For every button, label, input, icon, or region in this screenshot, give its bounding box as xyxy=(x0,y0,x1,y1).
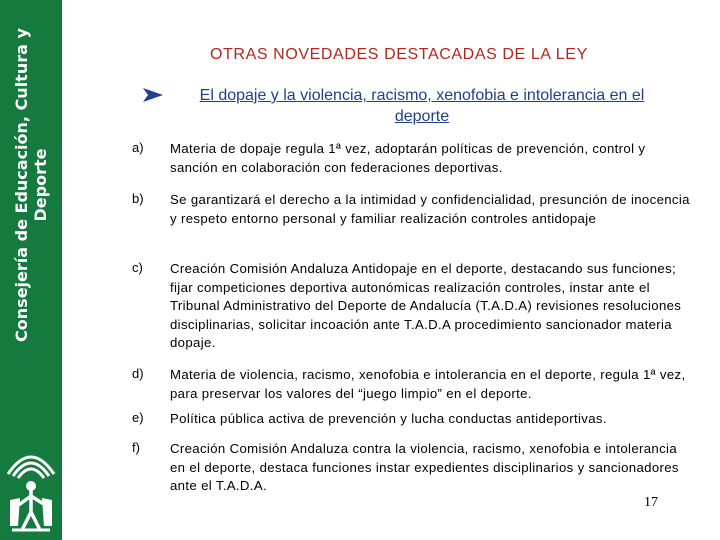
item-letter: d) xyxy=(132,366,144,381)
item-letter: b) xyxy=(132,191,144,206)
item-text: Creación Comisión Andaluza contra la violencia, racismo, xenofobia e intolerancia en el deporte, destaca funciones instar expedientes disciplinarios y sancionadores ante el T.A.D.A. xyxy=(170,441,679,494)
item-letter: f) xyxy=(132,440,140,455)
list-item xyxy=(132,440,692,496)
item-text: Creación Comisión Andaluza Antidopaje en el deporte, destacando sus funciones; fijar competiciones deportiva autonómicas realización controles, instar ante el Tribunal Administrativo del Deporte de Andalucía (T.A.D.A) revisiones resoluciones disciplinarias, solicitar incoación ante T.A.D.A procedimiento sancionador materia dopaje. xyxy=(170,261,682,351)
item-text: Materia de dopaje regula 1ª vez, adoptarán políticas de prevención, control y sanción en colaboración con federaciones deportivas. xyxy=(170,141,646,175)
department-name-line-1: Consejería de Educación, Cultura y xyxy=(12,28,31,342)
item-text: Política pública activa de prevención y lucha conductas antideportivas. xyxy=(170,411,607,426)
arrow-bullet-icon xyxy=(143,88,163,102)
list-item xyxy=(132,260,692,366)
item-list xyxy=(132,140,692,496)
list-item xyxy=(132,410,692,440)
section-heading: El dopaje y la violencia, racismo, xenofobia e intolerancia en el deporte xyxy=(199,87,645,125)
item-letter: a) xyxy=(132,140,144,155)
item-letter: c) xyxy=(132,260,143,275)
department-name-line-2: Deporte xyxy=(31,148,50,222)
junta-andalucia-logo-icon xyxy=(4,442,58,538)
page-number: 17 xyxy=(644,495,658,510)
list-item xyxy=(132,366,692,410)
list-item xyxy=(132,140,692,191)
department-name xyxy=(12,5,50,365)
list-item xyxy=(132,191,692,260)
sidebar-banner xyxy=(0,0,62,540)
slide-title: OTRAS NOVEDADES DESTACADAS DE LA LEY xyxy=(210,46,588,63)
item-text: Se garantizará el derecho a la intimidad y confidencialidad, presunción de inocencia y respeto entorno personal y familiar realización controles antidopaje xyxy=(170,192,690,226)
item-text: Materia de violencia, racismo, xenofobia e intolerancia en el deporte, regula 1ª vez, para preservar los valores del “juego limpio” en el deporte. xyxy=(170,367,686,401)
item-letter: e) xyxy=(132,410,144,425)
